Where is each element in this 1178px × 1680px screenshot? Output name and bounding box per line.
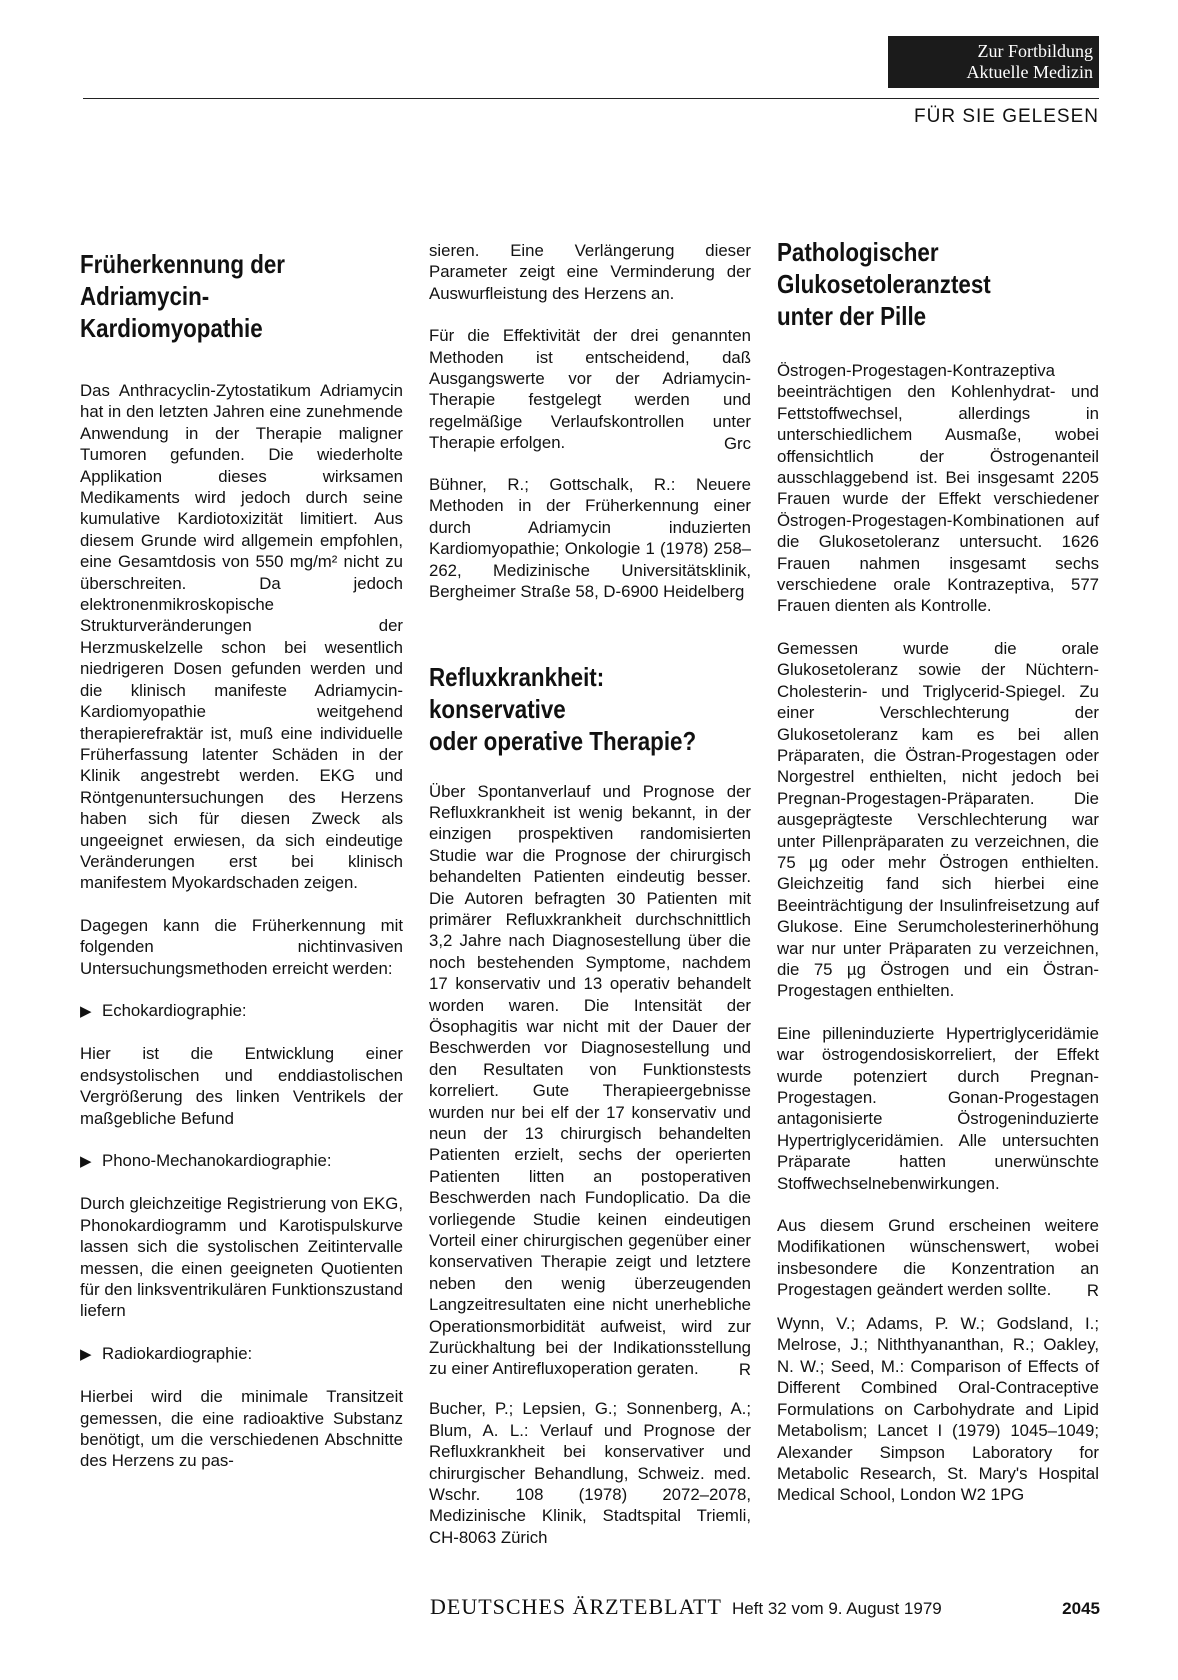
section-label: FÜR SIE GELESEN xyxy=(914,106,1099,127)
article1-title-line: Adriamycin- xyxy=(80,281,210,311)
page-footer xyxy=(430,1594,1100,1620)
article2-signature: R xyxy=(738,1359,751,1379)
article2-title-line: Refluxkrankheit: xyxy=(429,661,605,692)
article1-paragraph: Für die Effektivität der drei genannten Methoden ist entscheidend, daß Ausgangswerte vor der Adriamycin-Therapie festgelegt werden und regelmäßige Verlaufskontrollen unter Therapie erfolgen. xyxy=(429,326,751,453)
article3-reference: Wynn, V.; Adams, P. W.; Godsland, I.; Melrose, J.; Niththyananthan, R.; Oakley, N. W.; Seed, M.: Comparison of Effects of Different Combined Oral-Contraceptive Formulations on Carbohydrate and Lipid Metabolism; Lancet I (1979) 1045–1049; Alexander Simpson Laboratory for Metabolic Research, St. Mary's Hospital Medical School, London W2 1PG xyxy=(777,1314,1099,1505)
article1-paragraph: Durch gleichzeitige Registrierung von EKG, Phonokardiogramm und Karotispulskurve lassen sich die systolischen Zeitintervalle messen, die einen geeigneten Quotienten für den linksventrikulären Funktionszustand liefern xyxy=(80,1194,403,1321)
page-number: 2045 xyxy=(1062,1599,1100,1618)
article2-paragraph: Über Spontanverlauf und Prognose der Refluxkrankheit ist wenig bekannt, in der einzigen prospektiven randomisierten Studie war die Prognose der chirurgisch behandelten Patienten eindeutig besser. Die Autoren befragten 30 Patienten mit primärer Refluxkrankheit durchschnittlich 3,2 Jahre nach Diagnosestellung über die noch bestehenden Symptome, nachdem 17 konservativ und 13 operativ behandelt worden waren. Die Intensität der Ösophagitis war nicht mit der Dauer der Beschwerden vor Diagnosestellung und den Resultaten von Funktionstests korreliert. Gute Therapieergebnisse wurden nur bei elf der 17 konservativ und neun der 13 chirurgisch behandelten Patienten erzielt, sechs der operierten Patienten litten an postoperativen Beschwerden nach Fundoplicatio. Da die vorliegende Studie keinen eindeutigen Vorteil einer chirurgischen gegenüber einer konservativen Therapie zeigt und letztere neben den wenig überzeugenden Langzeitresultaten eine nicht unerhebliche Operationsmorbidität aufweist, wird zur Zurückhaltung bei der Indikationsstellung zu einer Antirefluxoperation geraten. xyxy=(429,781,751,1379)
article3-title-line: Pathologischer xyxy=(777,237,939,267)
article3-title-line: unter der Pille xyxy=(777,301,927,331)
article3-title-line: Glukosetoleranztest xyxy=(777,269,991,299)
article3-paragraph: Eine pilleninduzierte Hypertriglyceridämie war östrogendosiskorreliert, der Effekt wurde potenziert durch Pregnan-Progestagen. Gonan-Progestagen antagonisierte Östrogeninduzierte Hypertriglyceridämien. Alle untersuchten Präparate hatten unerwünschte Stoffwechselnebenwirkungen. xyxy=(777,1023,1099,1193)
badge-line-2: Aktuelle Medizin xyxy=(966,62,1093,82)
article1-title-line: Früherkennung der xyxy=(80,249,285,279)
article1-paragraph: Hier ist die Entwicklung einer endsystolischen und enddiastolischen Vergrößerung des linken Ventrikels der maßgebliche Befund xyxy=(80,1044,403,1128)
bullet-label: Phono-Mechanokardiographie: xyxy=(102,1151,332,1170)
article3-signature: R xyxy=(1086,1280,1099,1300)
article1-paragraph: Dagegen kann die Früherkennung mit folgenden nichtinvasiven Untersuchungsmethoden erreicht werden: xyxy=(80,915,403,978)
article1-bullet xyxy=(80,1000,403,1022)
column-1 xyxy=(80,248,403,1472)
article1-bullet xyxy=(80,1150,403,1172)
triangle-bullet-icon: ▶ xyxy=(80,1002,92,1020)
article1-title-line: Kardiomyopathie xyxy=(80,313,263,343)
article1-bullet xyxy=(80,1343,403,1365)
article3-paragraph: Aus diesem Grund erscheinen weitere Modifikationen wünschenswert, wobei insbesondere die Konzentration an Progestagen geändert werden sollte. xyxy=(777,1216,1099,1300)
column-3 xyxy=(777,237,1099,1506)
journal-name: DEUTSCHES ÄRZTEBLATT xyxy=(430,1594,722,1619)
article2-title xyxy=(429,661,706,757)
triangle-bullet-icon: ▶ xyxy=(80,1345,92,1363)
bullet-label: Echokardiographie: xyxy=(102,1000,247,1020)
article1-paragraph: Hierbei wird die minimale Transitzeit gemessen, die eine radioaktive Substanz benötigt, um die verschiedenen Abschnitte des Herzens zu pas- xyxy=(80,1387,403,1471)
column-2 xyxy=(429,241,751,1548)
header-rule xyxy=(83,98,1099,99)
article1-reference: Bühner, R.; Gottschalk, R.: Neuere Methoden in der Früherkennung einer durch Adriamycin induzierten Kardiomyopathie; Onkologie 1 (1978) 258–262, Medizinische Universitätsklinik, Bergheimer Straße 58, D-6900 Heidelberg xyxy=(429,475,751,602)
article2-reference: Bucher, P.; Lepsien, G.; Sonnenberg, A.; Blum, A. L.: Verlauf und Prognose der Refluxkrankheit bei konservativer und chirurgischer Behandlung, Schweiz. med. Wschr. 108 (1978) 2072–2078, Medizinische Klinik, Stadtspital Triemli, CH-8063 Zürich xyxy=(429,1399,751,1547)
article3-title xyxy=(777,236,1054,332)
article2-title-line: konservative xyxy=(429,693,566,724)
article3-paragraph: Gemessen wurde die orale Glukosetoleranz sowie der Nüchtern-Cholesterin- und Triglycerid-Spiegel. Zu einer Verschlechterung der Glukosetoleranz kam es bei allen Präparaten, die Östran-Progestagen oder Norgestrel enthielten, nicht jedoch bei Pregnan-Progestagen-Präparaten. Die ausgeprägteste Verschlechterung war unter Pillenpräparaten zu verzeichnen, die 75 µg oder mehr Östrogen enthielten. Gleichzeitig fand sich hierbei eine Beeinträchtigung der Insulinfreisetzung auf Glukose. Eine Serumcholesterinerhöhung war nur unter Präparaten zu verzeichnen, die 75 µg Östrogen und ein Östran-Progestagen enthielten. xyxy=(777,638,1099,1001)
issue-info: Heft 32 vom 9. August 1979 xyxy=(731,1599,942,1618)
article1-paragraph: Das Anthracyclin-Zytostatikum Adriamycin hat in den letzten Jahren eine zunehmende Anwendung in der Therapie maligner Tumoren gefunden. Die wiederholte Applikation dieses wirksamen Medikaments wird jedoch durch seine kumulative Kardiotoxizität limitiert. Aus diesem Grunde wird allgemein empfohlen, eine Gesamtdosis von 550 mg/m² nicht zu überschreiten. Da jedoch elektronenmikroskopische Strukturveränderungen der Herzmuskelzelle schon bei wesentlich niedrigeren Dosen gefunden werden und die klinisch manifeste Adriamycin-Kardiomyopathie weitgehend therapierefraktär ist, muß eine individuelle Früherfassung latenter Schäden in der Klinik angestrebt werden. EKG und Röntgenuntersuchungen des Herzens haben sich für diesen Zweck als ungeeignet erwiesen, da sich eindeutige Veränderungen erst bei klinisch manifestem Myokardschaden zeigen. xyxy=(80,381,403,893)
article1-paragraph: sieren. Eine Verlängerung dieser Parameter zeigt eine Verminderung der Auswurfleistung des Herzens an. xyxy=(429,241,751,303)
section-badge xyxy=(888,36,1099,88)
badge-line-1: Zur Fortbildung xyxy=(977,41,1093,61)
article1-title xyxy=(80,248,358,344)
article2-title-line: oder operative Therapie? xyxy=(429,725,697,756)
article1-signature: Grc xyxy=(723,433,751,453)
triangle-bullet-icon: ▶ xyxy=(80,1153,92,1170)
article3-paragraph: Östrogen-Progestagen-Kontrazeptiva beeinträchtigen den Kohlenhydrat- und Fettstoffwechsel, allerdings in unterschiedlichem Ausmaße, wobei offensichtlich der Östrogenanteil ausschlaggebend ist. Bei insgesamt 2205 Frauen wurde der Effekt verschiedener Östrogen-Progestagen-Kombinationen auf die Glukosetoleranz untersucht. 1626 Frauen nahmen insgesamt sechs verschiedene orale Kontrazeptiva, 577 Frauen dienten als Kontrolle. xyxy=(777,361,1099,616)
bullet-label: Radiokardiographie: xyxy=(102,1343,253,1363)
